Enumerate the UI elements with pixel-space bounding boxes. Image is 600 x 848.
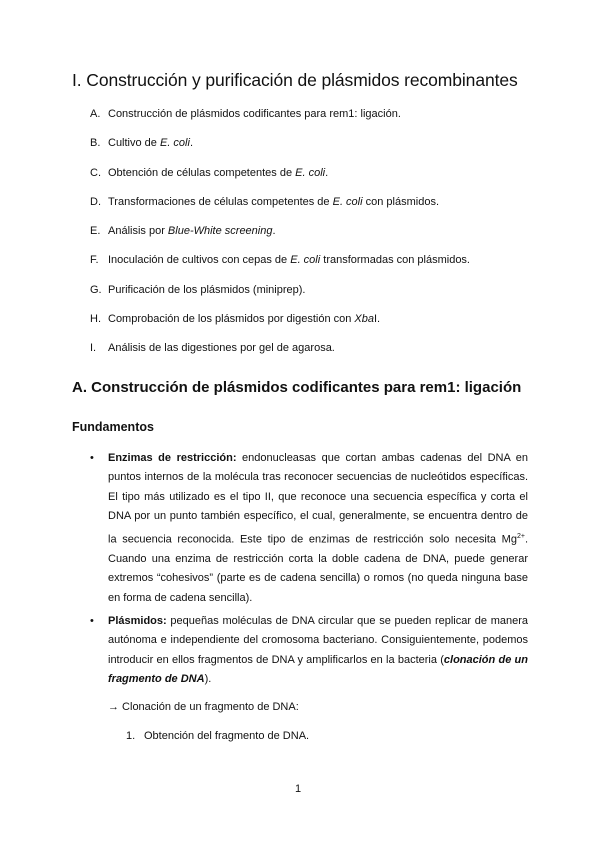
bullet-plasmidos: • Plásmidos: pequeñas moléculas de DNA circular que se pueden replicar de manera autónoma e independiente del cromosoma bacteriano. Consiguientemente, podemos introducir en ellos fragmentos de DNA y amplificarlos en la bacteria (clonación de un fragmento de DNA). bbox=[108, 612, 528, 690]
bullet-dot-icon: • bbox=[90, 615, 94, 627]
bullet-enzimas: • Enzimas de restricción: endonucleasas que cortan ambas cadenas del DNA en puntos internos de la molécula tras reconocer secuencias de nucleótidos específicas. El tipo más utilizado es el tipo II, que reconoce una secuencia específica y corta el DNA por un punto también específico, el cual, generalmente, se encuentra dentro de la secuencia reconocida. Este tipo de enzimas de restricción solo necesita $Mg^{2+}$. Cuando una enzima de restricción corta la doble cadena de DNA, puede generar extremos “cohesivos” (parte es de cadena sencilla) o romos (no queda ninguna base en forma de cadena sencilla). bbox=[108, 449, 528, 608]
subsection-heading: Fundamentos bbox=[72, 420, 154, 434]
document-page: I. Construcción y purificación de plásmidos recombinantes A. Construcción de plásmidos codificantes para rem1: ligación. B. Cultivo de E. coli. C. Obtención de células competentes de E. coli. D. Transformaciones de células competentes de E. coli con plásmidos. E. Análisis por Blue-White screening. F. Inoculación de cultivos con cepas de E. coli transformadas con plásmidos. G. Purificación de los plásmidos (miniprep). H. Comprobación de los plásmidos por digestión con XbaI. I. Análisis de las digestiones por gel de agarosa. A. Construcción de plásmidos codificantes para rem1: ligación Fundamentos • Enzimas de restricción: endonucleasas que cortan ambas cadenas del DNA en puntos internos de la molécula tras reconocer secuencias de nucleótidos específicas. El tipo más utilizado es el tipo II, que reconoce una secuencia específica y corta el DNA por un punto también específico, el cual, generalmente, se encuentra dentro de la secuencia reconocida. Este tipo de enzimas de restricción solo necesita $Mg^{2+}$. Cuando una enzima de restricción corta la doble cadena de DNA, puede generar extremos “cohesivos” (parte es de cadena sencilla) o romos (no queda ninguna base en forma de cadena sencilla). • Plásmidos: pequeñas moléculas de DNA circular que se pueden replicar de manera autónoma e independiente del cromosoma bacteriano. Consiguientemente, podemos introducir en ellos fragmentos de DNA y amplificarlos en la bacteria (clonación de un fragmento de DNA). → Clonación de un fragmento de DNA: 1. Obtención del fragmento de DNA. 1 bbox=[72, 70, 528, 795]
page-number: 1 bbox=[295, 783, 302, 795]
bullet-dot-icon: • bbox=[90, 452, 94, 464]
numbered-item: 1. Obtención del fragmento de DNA. bbox=[126, 730, 310, 742]
section-heading: A. Construcción de plásmidos codificantes para rem1: ligación bbox=[72, 379, 522, 396]
cloning-subheading: → Clonación de un fragmento de DNA: bbox=[108, 701, 299, 713]
page-title: I. Construcción y purificación de plásmidos recombinantes bbox=[72, 70, 518, 90]
